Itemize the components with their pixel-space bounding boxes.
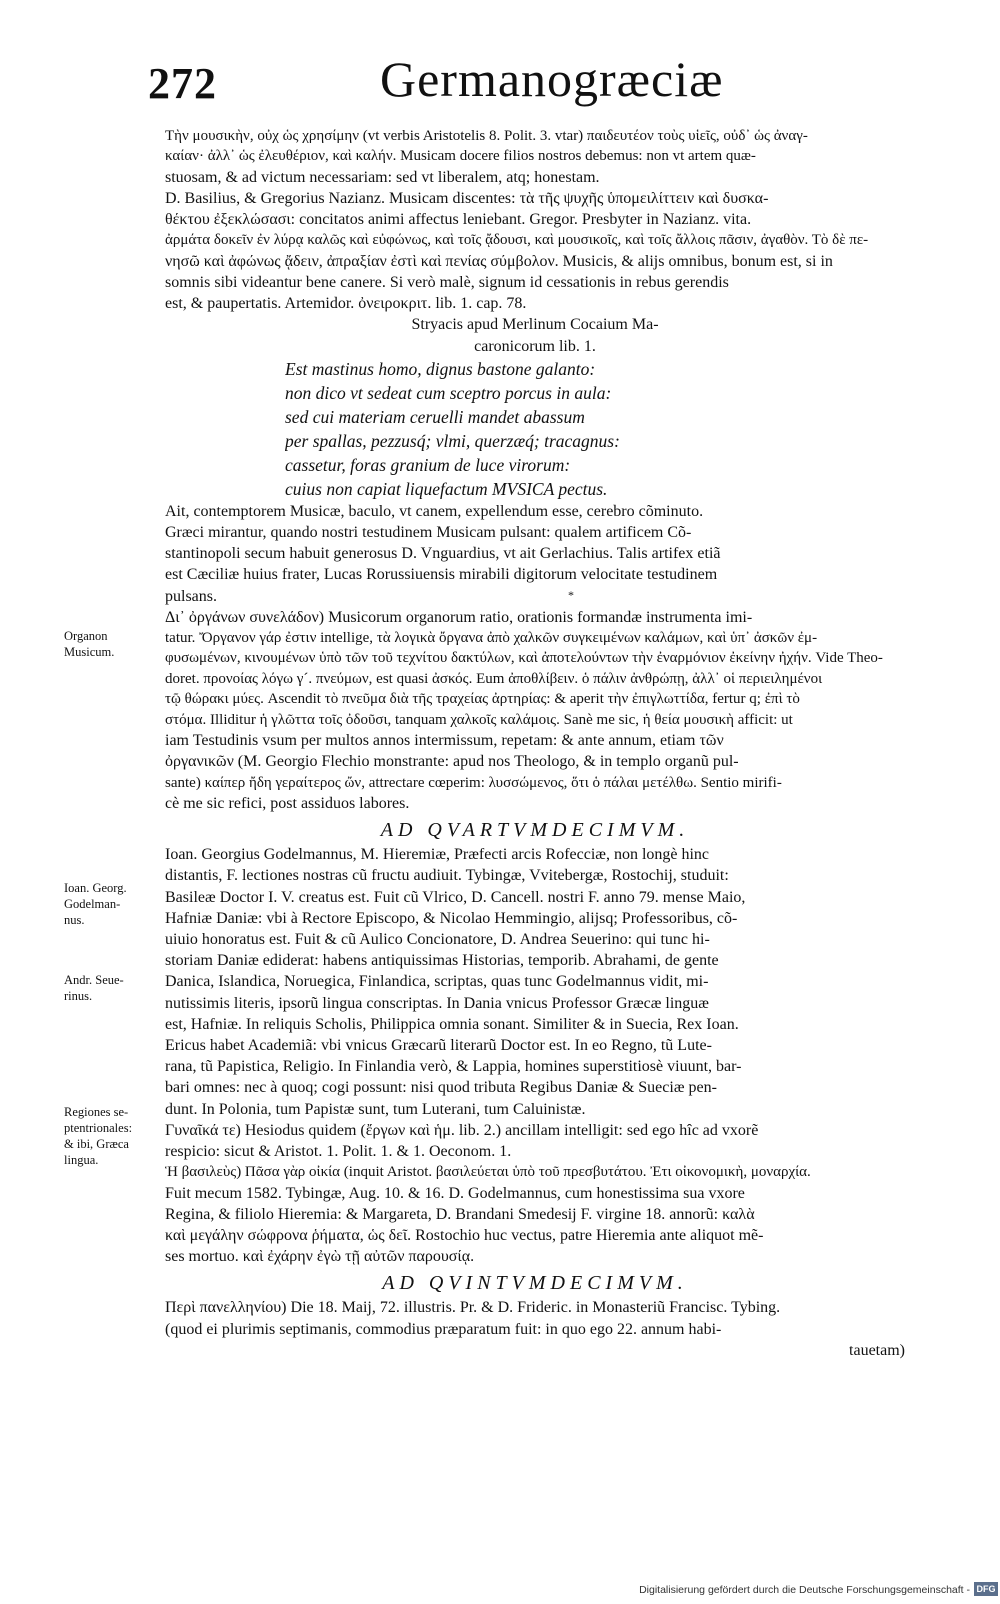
text-line: stantinopoli secum habuit generosus D. Vnguardius, vt ait Gerlachius. Talis artifex etiã bbox=[165, 545, 721, 563]
music-commentary bbox=[165, 501, 905, 814]
text-line: rana, tũ Papistica, Religio. In Finlandia verò, & Lappia, homines superstitiosè viuunt, bar- bbox=[165, 1058, 742, 1076]
text-line: ἀρμάτα δοκεῖν ἐν λύρᾳ καλῶς καὶ εὐφώνως, καὶ τοῖς ᾄδουσι, καὶ μουσικοῖς, καὶ τοῖς ἄλλοις πᾶσιν, ἀγαθὸν. Τὸ δὲ πε- bbox=[165, 232, 869, 249]
text-line: respicio: sicut & Aristot. 1. Polit. 1. & 1. Oeconom. 1. bbox=[165, 1142, 512, 1160]
verse-line: cassetur, foras granium de luce virorum: bbox=[285, 454, 571, 475]
dfg-logo: DFG bbox=[974, 1582, 998, 1596]
text-line: cè me sic refici, post assiduos labores. bbox=[165, 794, 410, 812]
text-line: ses mortuo. καὶ ἐχάρην ἐγὼ τῇ αὐτῶν παρουσίᾳ. bbox=[165, 1248, 475, 1266]
verse-intro-line: Stryacis apud Merlinum Cocaium Ma- bbox=[411, 316, 659, 334]
text-line: Γυναῖκά τε) Hesiodus quidem (ἔργων καὶ ἡμ. lib. 2.) ancillam intelligit: sed ego hîc ad vxorẽ bbox=[165, 1121, 759, 1139]
margin-note-line: Andr. Seue- bbox=[64, 973, 124, 987]
verse-line: cuius non capiat liquefactum MVSICA pectus. bbox=[285, 478, 608, 499]
margin-note-line: lingua. bbox=[64, 1153, 99, 1167]
text-line: dunt. In Polonia, tum Papistæ sunt, tum Luterani, tum Caluinistæ. bbox=[165, 1100, 586, 1118]
margin-note-line: & ibi, Græca bbox=[64, 1137, 129, 1151]
text-line: est Cæciliæ huius frater, Lucas Rorussiuensis mirabili digitorum velocitate testudinem bbox=[165, 566, 718, 584]
opening-paragraph bbox=[165, 126, 905, 314]
body-text bbox=[165, 126, 905, 1361]
digitization-credit: Digitalisierung gefördert durch die Deutsche Forschungsgemeinschaft - bbox=[639, 1584, 970, 1596]
text-line: τῷ θώρακι μύες. Ascendit τὸ πνεῦμα διὰ τῆς τραχείας ἀρτηρίας: & aperit τὴν ἐπιγλωττίδα, fertur q; ἐπὶ τὸ bbox=[165, 691, 800, 708]
text-line: est, Hafniæ. In reliquis Scholis, Philippica omnia sonant. Similiter & in Suecia, Rex Ioan. bbox=[165, 1015, 739, 1033]
margin-note-line: Musicum. bbox=[64, 645, 115, 659]
text-line: Ericus habet Academiã: vbi vnicus Græcarũ literarũ Doctor est. In eo Regno, tũ Lute- bbox=[165, 1036, 712, 1054]
text-line: ὀργανικῶν (M. Georgio Flechio monstrante: apud nos Theologo, & in templo organũ pul- bbox=[165, 753, 739, 771]
verse-intro-line: caronicorum lib. 1. bbox=[474, 337, 596, 355]
margin-note-organon bbox=[64, 628, 160, 660]
text-line: Basileæ Doctor I. V. creatus est. Fuit cũ Vlrico, D. Cancell. nostri F. anno 79. mense Maio, bbox=[165, 888, 746, 906]
text-line: Hafniæ Daniæ: vbi à Rectore Episcopo, & Nicolao Hemmingio, alijsq; Professoribus, cõ- bbox=[165, 909, 738, 927]
margin-note-line: Ioan. Georg. bbox=[64, 881, 127, 895]
text-line: Danica, Islandica, Noruegica, Finlandica, scriptas, quas tunc Godelmannus vidit, mi- bbox=[165, 973, 709, 991]
text-line: doret. προνοίας λόγω γ´. πνεύμων, est quasi ἀσκός. Eum ἀποθλίβειν. ὁ πάλιν ἀνθρώπῃ, ἀλλ᾽ οἱ περιειλημένοι bbox=[165, 670, 823, 687]
verse-line: non dico vt sedeat cum sceptro porcus in aula: bbox=[285, 382, 612, 403]
verse-block bbox=[285, 357, 905, 501]
text-line: bari omnes: nec à quoq; cogi possunt: nisi quod tributa Regibus Daniæ & Sueciæ pen- bbox=[165, 1079, 717, 1097]
verse-line: per spallas, pezzusq́; vlmi, querzæq́; tracagnus: bbox=[285, 430, 620, 451]
text-line: Ait, contemptorem Musicæ, baculo, vt canem, expellendum esse, cerebro cõminuto. bbox=[165, 502, 704, 520]
text-line: φυσωμένων, κινουμένων ὑπὸ τῶν τοῦ τεχνίτου δακτύλων, καὶ ἀποτελούντων τὴν ἐναρμόνιον ἐκείνην ἠχήν. Vide Theo- bbox=[165, 650, 883, 667]
margin-note-line: Godelman- bbox=[64, 897, 121, 911]
asterisk-marker: * bbox=[568, 588, 574, 602]
text-line: Δι᾽ ὀργάνων συνελάδον) Musicorum organorum ratio, orationis formandæ instrumenta imi- bbox=[165, 608, 753, 626]
text-line: καίαν· ἀλλ᾽ ὡς ἐλευθέριον, καὶ καλήν. Musicam docere filios nostros debemus: non vt artem quæ- bbox=[165, 148, 756, 165]
text-line: nutissimis literis, ipsorũ lingua conscriptas. In Dania vnicus Professor Græcæ linguæ bbox=[165, 994, 709, 1012]
margin-note-line: Regiones se- bbox=[64, 1105, 129, 1119]
text-line: Regina, & filiolo Hieremia: & Margareta, D. Brandani Smedesij F. virgine 18. annorũ: καλὰ bbox=[165, 1205, 755, 1223]
text-line: est, & paupertatis. Artemidor. ὀνειροκριτ. lib. 1. cap. 78. bbox=[165, 295, 527, 313]
running-head: Germanogræciæ bbox=[380, 51, 724, 107]
margin-note-line: rinus. bbox=[64, 989, 93, 1003]
margin-note-seuerinus bbox=[64, 972, 160, 1004]
verse-intro bbox=[165, 314, 905, 356]
text-line: (quod ei plurimis septimanis, commodius præparatum fuit: in quo ego 22. annum habi- bbox=[165, 1320, 722, 1338]
text-line: Fuit mecum 1582. Tybingæ, Aug. 10. & 16. D. Godelmannus, cum honestissima sua vxore bbox=[165, 1184, 745, 1202]
margin-note-godelmannus bbox=[64, 880, 160, 928]
section-heading-quartumdecimum: AD QVARTVMDECIMVM. bbox=[380, 819, 690, 842]
margin-note-regiones bbox=[64, 1104, 160, 1168]
text-line: uiuio honoratus est. Fuit & cũ Aulico Concionatore, D. Andrea Seuerino: qui tunc hi- bbox=[165, 930, 710, 948]
closing-paragraph bbox=[165, 1297, 905, 1361]
section-heading-quintumdecimum: AD QVINTVMDECIMVM. bbox=[382, 1272, 688, 1295]
verse-line: sed cui materiam ceruelli mandet abassum bbox=[285, 406, 585, 427]
text-line: D. Basilius, & Gregorius Nazianz. Musicam discentes: τὰ τῆς ψυχῆς ὑπομειλίττειν καὶ δυσκα- bbox=[165, 190, 769, 208]
verse-line: Est mastinus homo, dignus bastone galanto: bbox=[285, 358, 596, 379]
text-line: νησῶ καὶ ἀφώνως ᾄδειν, ἀπραξίαν ἐστὶ καὶ πενίας σύμβολον. Musicis, & alijs omnibus, bonum est, si in bbox=[165, 252, 833, 270]
text-line: somnis sibi videantur bene canere. Si verò malè, signum id cessationis in rebus gerendis bbox=[165, 274, 729, 292]
text-line: Περὶ πανελληνίου) Die 18. Maij, 72. illustris. Pr. & D. Frideric. in Monasteriũ Francisc. Tybing. bbox=[165, 1299, 781, 1317]
text-line: θέκτου ἐξεκλώσασι: concitatos animi affectus leniebant. Gregor. Presbyter in Nazianz. vita. bbox=[165, 211, 752, 229]
text-line: Ioan. Georgius Godelmannus, M. Hieremiæ, Præfecti arcis Rofecciæ, non longè hinc bbox=[165, 846, 710, 864]
text-line: stuosam, & ad victum necessariam: sed vt liberalem, atq; honestam. bbox=[165, 168, 600, 186]
text-line: Græci mirantur, quando nostri testudinem Musicam pulsant: qualem artificem Cõ- bbox=[165, 524, 692, 542]
text-line: στόμα. Illiditur ἡ γλῶττα τοῖς ὀδοῦσι, tanquam χαλκοῖς καλάμοις. Sanè me sic, ἡ θεία μουσικὴ afficit: ut bbox=[165, 711, 793, 728]
wife-commentary bbox=[165, 1120, 905, 1268]
text-line: tatur. Ὄργανον γάρ ἐστιν intellige, τὰ λογικὰ ὄργανα ἀπὸ χαλκῶν συγκειμένων καλάμων, καὶ ὑπ᾽ ἀσκῶν ἐμ- bbox=[165, 630, 818, 647]
text-line: tauetam) bbox=[849, 1341, 905, 1359]
page-number: 272 bbox=[148, 59, 217, 108]
margin-note-line: Organon bbox=[64, 629, 108, 643]
text-line: storiam Daniæ ediderat: habens antiquissimas Historias, temporib. Abrahami, de gente bbox=[165, 952, 719, 970]
text-line: Ἡ βασιλεὺς) Πᾶσα γὰρ οἰκία (inquit Aristot. βασιλεύεται ὑπὸ τοῦ πρεσβυτάτου. Ἐτι οἰκονομικὴ, μοναρχία. bbox=[165, 1164, 811, 1181]
text-line: distantis, F. lectiones nostras cũ fructu audiuit. Tybingæ, Vvitebergæ, Rostochij, studuit: bbox=[165, 867, 729, 885]
margin-note-line: ptentrionales: bbox=[64, 1121, 133, 1135]
text-line: sante) καίπερ ἤδη γεραίτερος ὤν, attrectare cœperim: λυσσώμενος, ὅτι ὁ πάλαι μετέλθω. Sentio mirifi- bbox=[165, 774, 782, 791]
godelmannus-paragraph bbox=[165, 844, 905, 1120]
text-line: καὶ μεγάλην σώφρονα ῥήματα, ὡς δεῖ. Rostochio huc vectus, patre Hieremia ante aliquot mẽ- bbox=[165, 1226, 764, 1244]
text-line: iam Testudinis vsum per multos annos intermissum, repetam: & ante annum, etiam τῶν bbox=[165, 732, 724, 750]
text-line: pulsans. bbox=[165, 587, 217, 605]
margin-note-line: nus. bbox=[64, 913, 85, 927]
text-line: Τὴν μουσικὴν, οὐχ ὡς χρησίμην (vt verbis Aristotelis 8. Polit. 3. vtar) παιδευτέον τοὺς υἱεῖς, οὐδ᾽ ὡς ἀναγ- bbox=[165, 128, 808, 144]
